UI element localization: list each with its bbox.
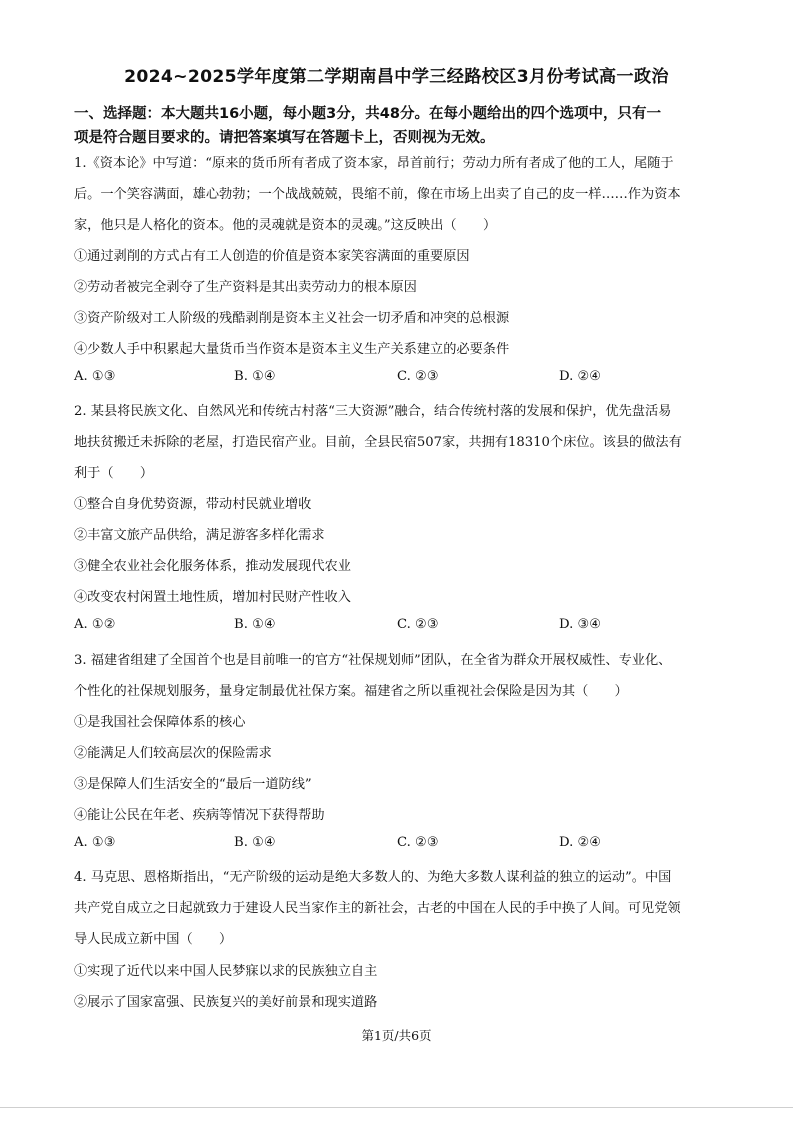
section-heading xyxy=(74,102,734,150)
question-stem-line: 地扶贫搬迁未拆除的老屋，打造民宿产业。目前，全县民宿507家，共拥有18310个床位。该县的做法有 xyxy=(74,435,682,450)
statement-item: ①是我国社会保障体系的核心 xyxy=(74,715,246,730)
question-stem-line: 后。一个笑容满面，雄心勃勃；一个战战兢兢，畏缩不前，像在市场上出卖了自己的皮一样……作为资本 xyxy=(74,187,681,202)
statement-item: ④能让公民在年老、疾病等情况下获得帮助 xyxy=(74,808,325,823)
statement-item: ④改变农村闲置土地性质，增加村民财产性收入 xyxy=(74,590,351,605)
answer-option-d[interactable]: D. ②④ xyxy=(559,369,602,384)
answer-option-b[interactable]: B. ①④ xyxy=(234,617,276,632)
answer-option-b[interactable]: B. ①④ xyxy=(234,835,276,850)
exam-title: 2024~2025学年度第二学期南昌中学三经路校区3月份考试高一政治 xyxy=(124,67,669,87)
statement-item: ②展示了国家富强、民族复兴的美好前景和现实道路 xyxy=(74,995,378,1010)
answer-option-c[interactable]: C. ②③ xyxy=(397,617,439,632)
section-heading-line-1: 一、选择题：本大题共16小题，每小题3分，共48分。在每小题给出的四个选项中，只有一 xyxy=(74,106,661,122)
question-stem-line: 2. 某县将民族文化、自然风光和传统古村落“三大资源”融合，结合传统村落的发展和保护，优先盘活易 xyxy=(74,404,672,419)
question-stem-line: 导人民成立新中国（ ） xyxy=(74,932,233,947)
page-number: 第1页/共6页 xyxy=(361,1028,432,1043)
statement-item: ③健全农业社会化服务体系，推动发展现代农业 xyxy=(74,559,351,574)
statement-item: ①通过剥削的方式占有工人创造的价值是资本家笑容满面的重要原因 xyxy=(74,249,470,264)
question-stem-line: 个性化的社保规划服务，量身定制最优社保方案。福建省之所以重视社会保险是因为其（ ） xyxy=(74,684,628,699)
statement-item: ③资产阶级对工人阶级的残酷剥削是资本主义社会一切矛盾和冲突的总根源 xyxy=(74,311,510,326)
statement-item: ③是保障人们生活安全的“最后一道防线” xyxy=(74,777,312,792)
answer-option-a[interactable]: A. ①② xyxy=(74,617,116,632)
question-stem-line: 家，他只是人格化的资本。他的灵魂就是资本的灵魂。”这反映出（ ） xyxy=(74,218,497,233)
section-heading-line-2: 项是符合题目要求的。请把答案填写在答题卡上，否则视为无效。 xyxy=(74,130,495,146)
statement-item: ②能满足人们较高层次的保险需求 xyxy=(74,746,272,761)
answer-option-c[interactable]: C. ②③ xyxy=(397,835,439,850)
statement-item: ①整合自身优势资源，带动村民就业增收 xyxy=(74,497,312,512)
answer-option-d[interactable]: D. ②④ xyxy=(559,835,602,850)
question-stem-line: 利于（ ） xyxy=(74,466,154,481)
statement-item: ④少数人手中积累起大量货币当作资本是资本主义生产关系建立的必要条件 xyxy=(74,342,510,357)
question-stem-line: 4. 马克思、恩格斯指出，“无产阶级的运动是绝大多数人的、为绝大多数人谋利益的独立的运动”。中国 xyxy=(74,870,672,885)
bottom-divider xyxy=(0,1107,793,1108)
statement-item: ②丰富文旅产品供给，满足游客多样化需求 xyxy=(74,528,325,543)
statement-item: ①实现了近代以来中国人民梦寐以求的民族独立自主 xyxy=(74,964,378,979)
answer-option-d[interactable]: D. ③④ xyxy=(559,617,602,632)
question-stem-line: 3. 福建省组建了全国首个也是目前唯一的官方“社保规划师”团队，在全省为群众开展权威性、专业化、 xyxy=(74,653,672,668)
question-stem-line: 1.《资本论》中写道：“原来的货币所有者成了资本家，昂首前行；劳动力所有者成了他的工人，尾随于 xyxy=(74,156,674,171)
answer-option-a[interactable]: A. ①③ xyxy=(74,369,116,384)
question-stem-line: 共产党自成立之日起就致力于建设人民当家作主的新社会，古老的中国在人民的手中换了人间。可见党领 xyxy=(74,901,681,916)
answer-option-a[interactable]: A. ①③ xyxy=(74,835,116,850)
statement-item: ②劳动者被完全剥夺了生产资料是其出卖劳动力的根本原因 xyxy=(74,280,417,295)
answer-option-b[interactable]: B. ①④ xyxy=(234,369,276,384)
answer-option-c[interactable]: C. ②③ xyxy=(397,369,439,384)
